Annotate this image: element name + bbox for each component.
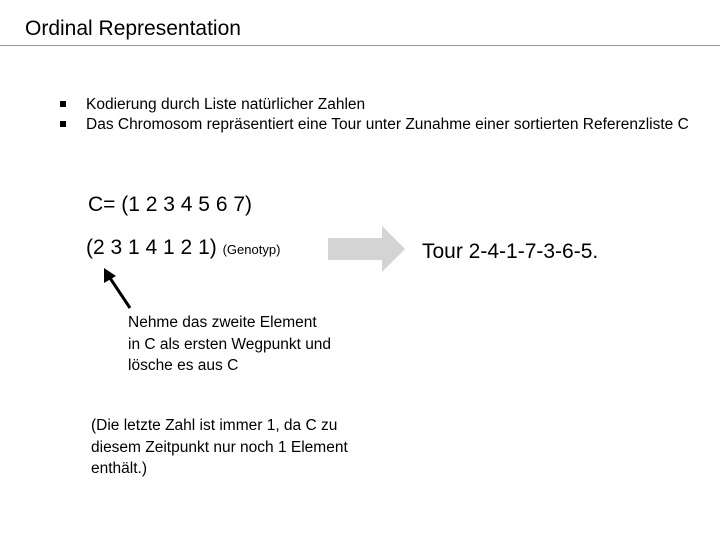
explanation-line: Nehme das zweite Element xyxy=(128,314,317,331)
bullet-text: Das Chromosom repräsentiert eine Tour unter Zunahme einer sortierten Referenzliste C xyxy=(86,116,689,133)
bullet-text: Kodierung durch Liste natürlicher Zahlen xyxy=(86,96,366,113)
explanation-line: lösche es aus C xyxy=(128,357,239,374)
explanation-text xyxy=(128,312,331,377)
genotype-line xyxy=(86,236,280,260)
note-line: enthält.) xyxy=(91,460,148,477)
tour-result: Tour 2-4-1-7-3-6-5. xyxy=(422,240,599,263)
right-arrow-icon xyxy=(328,226,406,272)
note-text xyxy=(91,415,348,480)
genotype-label: (Genotyp) xyxy=(222,242,281,257)
explanation-line: in C als ersten Wegpunkt und xyxy=(128,335,332,353)
bullet-item xyxy=(60,115,700,135)
reference-list: C= (1 2 3 4 5 6 7) xyxy=(88,193,253,216)
title-divider xyxy=(0,45,720,46)
note-line: (Die letzte Zahl ist immer 1, da C zu xyxy=(91,417,338,434)
genotype-value: (2 3 1 4 1 2 1) xyxy=(86,236,217,259)
note-line: diesem Zeitpunkt nur noch 1 Element xyxy=(91,438,348,456)
square-bullet-icon xyxy=(60,101,66,107)
bullet-list xyxy=(60,95,700,135)
slide-title: Ordinal Representation xyxy=(25,17,241,40)
pointer-arrow-icon xyxy=(100,268,140,312)
square-bullet-icon xyxy=(60,121,66,127)
bullet-item xyxy=(60,95,700,115)
